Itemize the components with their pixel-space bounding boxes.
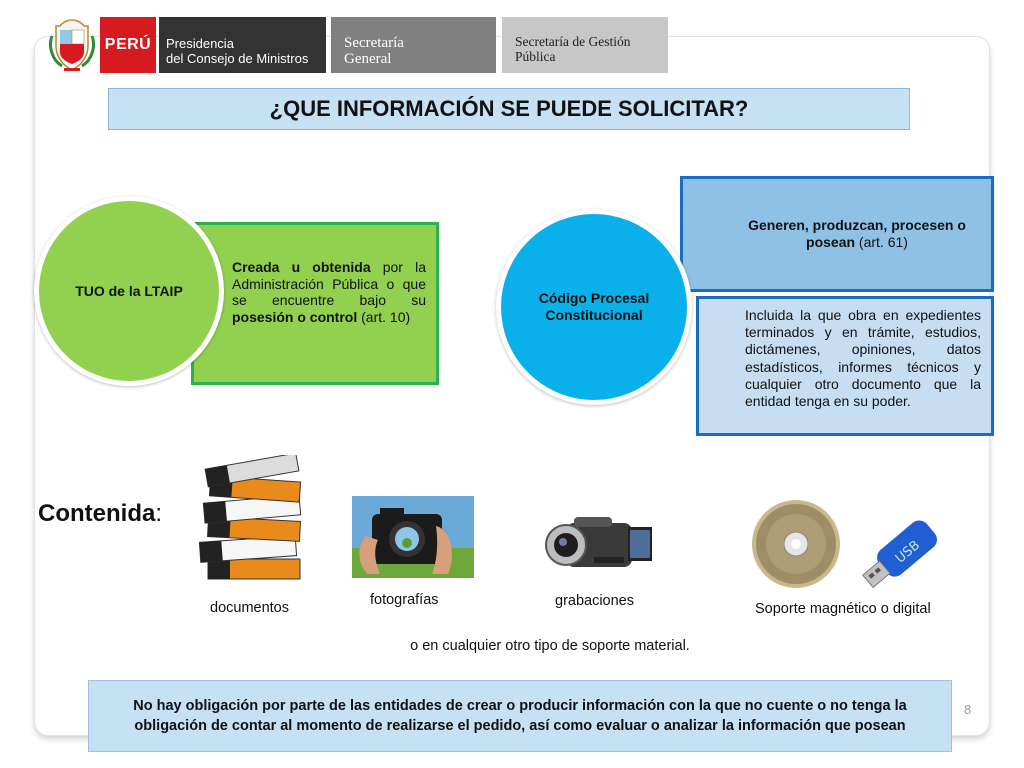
- ltaip-circle: [34, 196, 224, 386]
- cpc-bottom-text: Incluida la que obra en expedientes terminados y en trámite, estudios, dictámenes, opiniones, datos estadísticos, informes técnicos y cualquier otro documento que la entidad tenga en su poder.: [745, 307, 981, 410]
- cpc-top-box: [680, 176, 994, 292]
- cpc-circle: [496, 209, 692, 405]
- secretaria-general-logo: [331, 17, 496, 73]
- caption-grabaciones: grabaciones: [555, 593, 634, 609]
- ltaip-circle-label: TUO de la LTAIP: [75, 283, 183, 299]
- camera-photo-icon: [352, 496, 474, 578]
- secretaria-gestion-logo: [502, 17, 668, 73]
- cpc-top-bold: Generen, produzcan, procesen o posean: [748, 217, 966, 250]
- contenida-label: [38, 500, 162, 528]
- presidencia-line2: del Consejo de Ministros: [166, 51, 309, 66]
- peru-logo: PERÚ: [100, 17, 156, 73]
- slide-title: ¿QUE INFORMACIÓN SE PUEDE SOLICITAR?: [108, 88, 910, 130]
- ltaip-text-2: (art. 10): [357, 308, 411, 325]
- page-number: 8: [964, 702, 972, 717]
- caption-documentos: documentos: [210, 600, 289, 616]
- contenida-word: Contenida: [38, 500, 156, 527]
- notice-text: No hay obligación por parte de las entidades de crear o producir información con la que no cuente o no tenga la obligación de contar al momento de realizarse el pedido, así como evaluar o analizar la información que posean: [133, 698, 907, 734]
- caption-soporte: Soporte magnético o digital: [755, 601, 931, 617]
- coat-of-arms-icon: [46, 16, 98, 74]
- presidencia-logo: [159, 17, 326, 73]
- ltaip-bold-1: Creada u obtenida: [232, 259, 371, 275]
- svg-text:USB: USB: [892, 537, 924, 567]
- gestion-line1: Secretaría de Gestión: [515, 34, 631, 49]
- ltaip-text-1: por la Administración Pública o que se encuentre bajo su: [232, 259, 426, 308]
- notice-box: [88, 680, 952, 752]
- ltaip-bold-2: posesión o control: [232, 308, 358, 325]
- contenida-colon: :: [155, 500, 162, 527]
- cd-usb-icon: [750, 500, 946, 594]
- cpc-circle-label: Código Procesal Constitucional: [538, 290, 650, 323]
- ltaip-description-box: [191, 222, 439, 385]
- cpc-bottom-box: [696, 296, 994, 436]
- camcorder-icon: [544, 513, 654, 575]
- other-support-text: o en cualquier otro tipo de soporte material.: [410, 638, 690, 654]
- secretaria-line1: Secretaría: [344, 35, 404, 51]
- caption-fotografias: fotografías: [370, 592, 439, 608]
- gestion-line2: Pública: [515, 49, 556, 64]
- presidencia-line1: Presidencia: [166, 36, 234, 51]
- secretaria-line2: General: [344, 51, 392, 67]
- other-support-line: [0, 638, 1024, 654]
- cpc-top-text: (art. 61): [855, 234, 908, 250]
- binders-icon: [168, 455, 328, 587]
